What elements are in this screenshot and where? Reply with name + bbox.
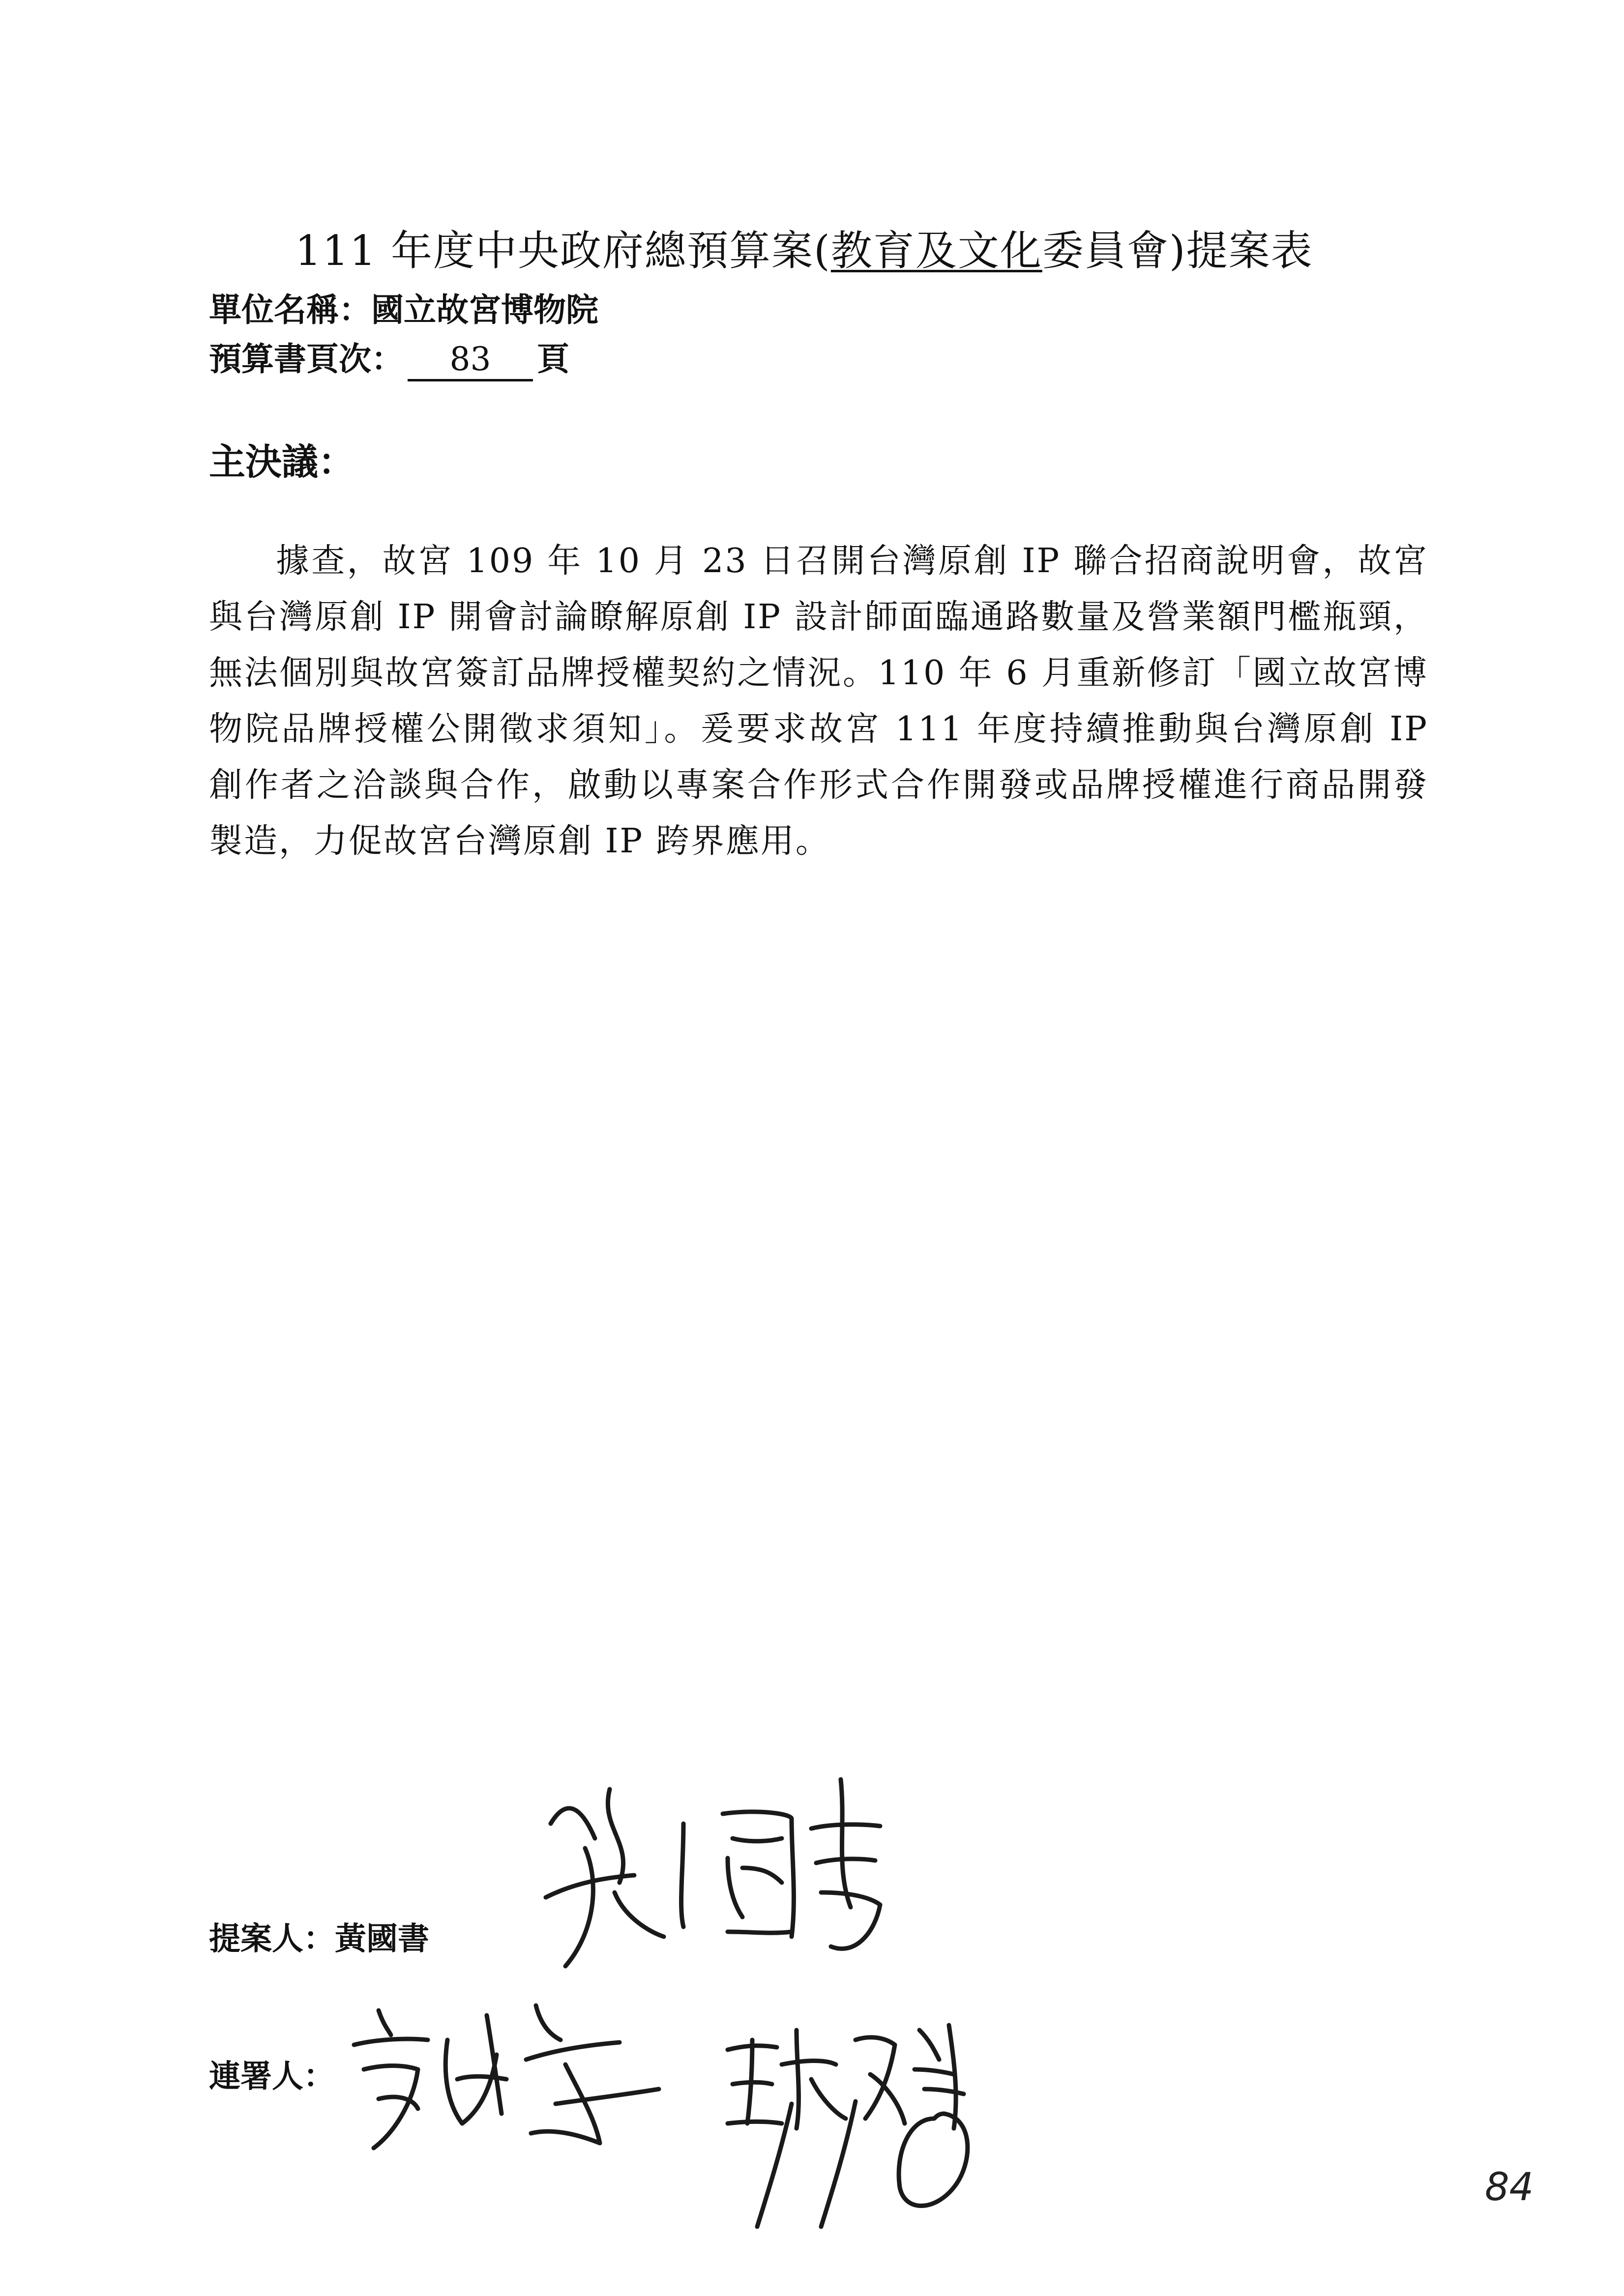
title-committee: 教育及文化 (830, 227, 1042, 275)
page-number-mark: 84 (1485, 2165, 1534, 2209)
proposer-label: 提案人：黃國書 (209, 1920, 429, 1957)
unit-name-row (209, 288, 598, 332)
budget-page-suffix: 頁 (537, 340, 569, 378)
title-prefix: 111 年度中央政府總預算案( (295, 227, 831, 275)
title-suffix: 委員會)提案表 (1042, 227, 1313, 275)
handwritten-number (747, 2089, 993, 2237)
budget-page-row (209, 337, 569, 381)
unit-name-label: 單位名稱： (209, 291, 371, 329)
budget-page-label: 預算書頁次： (209, 340, 404, 378)
resolution-heading: 主決議： (209, 441, 354, 483)
unit-name-value: 國立故宮博物院 (371, 291, 598, 329)
budget-page-number: 83 (408, 340, 533, 381)
cosigner-label: 連署人： (209, 2058, 335, 2095)
cosigner-signature-1 (344, 1986, 688, 2163)
document-title (295, 224, 1401, 278)
resolution-body: 據查，故宮 109 年 10 月 23 日召開台灣原創 IP 聯合招商說明會，故宮與台灣原創 IP 開會討論瞭解原創 IP 設計師面臨通路數量及營業額門檻瓶頸，無法個別與故宮簽訂品牌授權契約之情況。110 年 6 月重新修訂「國立故宮博物院品牌授權公開徵求須知」。爰要求故宮 111 年度持續推動與台灣原創 IP 創作者之洽談與合作，啟動以專案合作形式合作開發或品牌授權進行商品開發製造，力促故宮台灣原創 IP 跨界應用。 (209, 542, 1428, 861)
proposer-signature (536, 1770, 890, 1976)
